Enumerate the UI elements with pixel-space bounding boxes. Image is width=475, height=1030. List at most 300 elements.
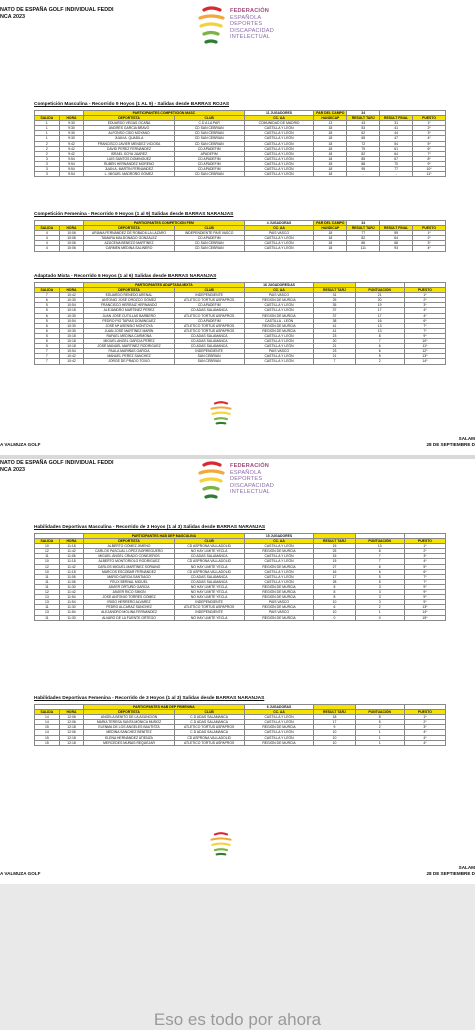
table-cell: CD SAN CEBRIAN: [174, 172, 244, 177]
column-header: DEPORTISTA: [84, 288, 174, 293]
table-cell: 17: [355, 308, 404, 313]
table-cell: RUBÉN HERNÁNDEZ MORENO: [84, 161, 174, 166]
feddi-logo: [196, 4, 306, 58]
table-cell: CD SAN CEBRIAN: [174, 136, 244, 141]
table-cell: 1º: [404, 293, 445, 298]
table-cell: NO HAY LIMITE YECLA: [174, 590, 244, 595]
table-cell: 19: [355, 303, 404, 308]
table-cell: 11: [35, 584, 60, 589]
table-cell: ELENA HERNÁNDEZ ATIENZA: [84, 735, 174, 740]
table-cell: 10:42: [59, 354, 84, 359]
table-cell: 7º: [404, 574, 445, 579]
section-title: Adaptado Mixta - Recorrido 6 Hoyos (1 al 6) Salidas desde BARRAS NARANJAS: [34, 274, 217, 279]
table-cell: CASTILLA Y LEÓN: [244, 161, 314, 166]
table-cell: CD APADEFIM: [174, 303, 244, 308]
table-cell: 1º: [404, 715, 445, 720]
table-cell: AZUCENA BENEZO MARTINEZ: [84, 241, 174, 246]
table-cell: 6: [314, 605, 355, 610]
table-cell: ANDRÉS GARCIA BRAVO: [84, 126, 174, 131]
column-header: CLUB: [174, 226, 244, 231]
table-cell: CASTILLA Y LEÓN: [244, 715, 314, 720]
table-cell: 3: [355, 600, 404, 605]
table-cell: ALFONSO CIDO MOYANO: [84, 131, 174, 136]
column-header: PUNTUACIÓN: [355, 710, 404, 715]
table-cell: 18: [314, 167, 347, 172]
table-cell: 16: [355, 318, 404, 323]
table-cell: 18: [314, 246, 347, 251]
table-cell: CASTILLA Y LEÓN: [244, 574, 314, 579]
table-cell: 9º: [404, 584, 445, 589]
championship-title: NATO DE ESPAÑA GOLF INDIVIDUAL FEDDI NCA 2023: [0, 7, 114, 20]
table-cell: CARLOS PASCUAL LÓPEZ BORREGUERO: [84, 549, 174, 554]
results-table: [34, 533, 446, 621]
footer-city: SALAM: [458, 865, 475, 870]
feddi-mark-icon: [208, 400, 234, 426]
table-cell: 18: [314, 156, 347, 161]
column-header: PUESTO: [404, 710, 445, 715]
table-cell: 6: [35, 298, 60, 303]
table-cell: 41: [314, 328, 355, 333]
table-meta-cell: PARTICIPANTES COMPETICIÓN MASC: [84, 111, 244, 116]
table-cell: CD SAN CEBRIAN: [174, 141, 244, 146]
table-cell: 15: [314, 559, 355, 564]
table-cell: 4: [35, 231, 60, 236]
table-cell: 5: [355, 579, 404, 584]
table-cell: 18: [314, 146, 347, 151]
table-cell: 37: [314, 308, 355, 313]
table-cell: CD SAN CEBRIAN: [174, 246, 244, 251]
table-cell: 21: [314, 354, 355, 359]
column-header: RESULT TARJ: [314, 288, 355, 293]
table-cell: 10º: [404, 339, 445, 344]
document-page-1: [0, 0, 475, 455]
table-cell: 10:06: [59, 231, 84, 236]
logo-line-3: DEPORTES: [230, 21, 263, 28]
table-cell: 10:06: [59, 246, 84, 251]
table-cell: CASTILLA Y LEÓN: [244, 303, 314, 308]
table-cell: 7: [355, 559, 404, 564]
logo-line-5: INTELECTUAL: [230, 489, 271, 496]
table-cell: 12: [35, 564, 60, 569]
table-cell: C.D ADAS SALAMANCA: [174, 715, 244, 720]
table-cell: REGIÓN DE MURCIA: [244, 328, 314, 333]
table-cell: 3: [355, 584, 404, 589]
table-cell: ANTONIO JOSÉ OROZCO GÓMEZ: [84, 298, 174, 303]
table-cell: 21: [355, 293, 404, 298]
table-cell: ATLETICO TORTUS ASPAPROS: [174, 605, 244, 610]
column-header: SALIDA: [35, 539, 60, 544]
logo-line-2: ESPAÑOLA: [230, 469, 262, 476]
column-header: PUNTUACIÓN: [355, 539, 404, 544]
table-cell: ALBERTO MONTORIOLO RODRIGUEZ: [84, 559, 174, 564]
table-cell: 10º: [413, 167, 446, 172]
table-cell: 43: [347, 121, 380, 126]
table-meta-cell: PARTICIPANTES ADAPTADA MIXTA: [84, 283, 244, 288]
feddi-logo-icon: [196, 4, 226, 56]
table-cell: 13: [355, 323, 404, 328]
table-cell: 11:30: [59, 605, 84, 610]
table-cell: 3º: [404, 554, 445, 559]
table-cell: JUAN JOSÉ CUTILLAS BARBERO: [84, 313, 174, 318]
column-header: SALIDA: [35, 226, 60, 231]
table-cell: 11:54: [59, 600, 84, 605]
table-cell: 27: [314, 564, 355, 569]
table-cell: 10:42: [59, 293, 84, 298]
table-cell: 1: [355, 610, 404, 615]
table-cell: 7º: [404, 328, 445, 333]
table-cell: IÑIGO HERRERO ALVAREZ: [84, 600, 174, 605]
table-cell: 9:30: [59, 131, 84, 136]
table-cell: REGIÓN DE MURCIA: [244, 313, 314, 318]
table-cell: CD APADEFIM: [174, 146, 244, 151]
table-cell: MARCOS ESCOBAR FERNANDEZ: [84, 569, 174, 574]
table-meta-cell: 34: [347, 221, 380, 226]
column-header: HORA: [59, 288, 84, 293]
table-cell: INDEPENDIENTE: [174, 600, 244, 605]
column-header: HORA: [59, 116, 84, 121]
table-cell: NO HAY LIMITE YECLA: [174, 549, 244, 554]
table-cell: REGIÓN DE MURCIA: [244, 725, 314, 730]
table-cell: 18: [314, 151, 347, 156]
table-cell: CASTILLA Y LEÓN: [244, 544, 314, 549]
table-cell: 3: [35, 156, 60, 161]
table-cell: 4º: [404, 313, 445, 318]
table-cell: 88: [347, 161, 380, 166]
table-cell: CASTILLA Y LEÓN: [244, 720, 314, 725]
table-cell: 28: [314, 579, 355, 584]
table-cell: 7: [35, 354, 60, 359]
column-header: CC. AA: [244, 710, 314, 715]
table-cell: 9º: [404, 595, 445, 600]
table-cell: ISRAEL GOYA JUAREZ: [84, 151, 174, 156]
column-header: HORA: [59, 539, 84, 544]
column-header: SALIDA: [35, 710, 60, 715]
table-cell: 14º: [404, 610, 445, 615]
table-cell: 17: [314, 720, 355, 725]
table-cell: 7º: [404, 579, 445, 584]
table-cell: 14: [35, 715, 60, 720]
table-cell: 10:06: [59, 236, 84, 241]
table-cell: PEDRO PIO TAPIAS DOMINGUEZ: [84, 318, 174, 323]
table-cell: 7: [314, 359, 355, 364]
table-cell: 10:30: [59, 323, 84, 328]
table-cell: 12:06: [59, 715, 84, 720]
table-cell: 2: [355, 725, 404, 730]
championship-title: NATO DE ESPAÑA GOLF INDIVIDUAL FEDDI NCA 2023: [0, 460, 114, 473]
table-cell: 65: [347, 136, 380, 141]
table-cell: 72: [347, 141, 380, 146]
table-cell: 95: [347, 167, 380, 172]
table-cell: 11º: [404, 344, 445, 349]
table-row: [35, 246, 446, 251]
table-cell: REGIÓN DE MURCIA: [244, 740, 314, 745]
table-cell: 6: [35, 328, 60, 333]
table-cell: JUAN A. QUADILA: [84, 136, 174, 141]
table-cell: CASTILLA Y LEÓN: [244, 136, 314, 141]
table-cell: MEDINA SÁNCHEZ BENÍTEZ: [84, 730, 174, 735]
table-cell: 54: [380, 141, 413, 146]
section-title: Habilidades Deportivas Femenina - Recorrido de 3 Hoyos (1 al 3) Salidas desde BARRAS NARANJAS: [34, 696, 265, 701]
table-cell: 7: [35, 349, 60, 354]
table-cell: CASTILLA Y LEÓN: [244, 730, 314, 735]
table-cell: NO HAY LIMITE YECLA: [174, 584, 244, 589]
logo-line-3: DEPORTES: [230, 476, 263, 483]
table-cell: MIGUEL ANGEL GARCIA PÉREZ: [84, 339, 174, 344]
table-cell: ATLETICO TORTUS ASPAPROS: [174, 725, 244, 730]
table-cell: 10: [314, 735, 355, 740]
table-cell: 18: [314, 231, 347, 236]
table-cell: CASTILLA Y LEÓN: [244, 172, 314, 177]
table-row: [35, 359, 446, 364]
table-cell: 18: [314, 236, 347, 241]
table-cell: 7: [355, 339, 404, 344]
table-cell: 9:54: [59, 156, 84, 161]
table-cell: MERCEDES MUÑAS REQUEJAR: [84, 740, 174, 745]
table-cell: 47: [380, 136, 413, 141]
table-cell: 11: [35, 554, 60, 559]
table-cell: 10:30: [59, 298, 84, 303]
table-cell: CD ADAS SALAMANCA: [174, 333, 244, 338]
table-cell: 2º: [404, 298, 445, 303]
table-cell: CD SAN CEBRIAN: [174, 126, 244, 131]
table-cell: 77: [380, 167, 413, 172]
table-cell: CASTILLA Y LEÓN: [244, 167, 314, 172]
table-cell: 18: [314, 136, 347, 141]
table-cell: CASTILLA Y LEÓN: [244, 308, 314, 313]
table-cell: 15º: [404, 615, 445, 620]
results-table: [34, 704, 446, 746]
table-cell: 82: [347, 151, 380, 156]
results-table: [34, 220, 446, 252]
table-cell: 10:18: [59, 344, 84, 349]
table-cell: 18: [314, 241, 347, 246]
table-cell: CD ASPRONA VALLADOLID: [174, 569, 244, 574]
table-cell: 11: [35, 615, 60, 620]
column-header: CC. AA: [244, 288, 314, 293]
table-cell: 1: [35, 131, 60, 136]
column-header: RESULT FINAL: [380, 226, 413, 231]
table-cell: 7: [35, 293, 60, 298]
table-cell: 67: [380, 156, 413, 161]
table-cell: CASTILLA Y LEÓN: [244, 146, 314, 151]
table-cell: 3º: [404, 725, 445, 730]
table-cell: 44: [380, 131, 413, 136]
footer-date: 28 DE SEPTIEMBRE D: [426, 871, 475, 876]
table-row: [35, 172, 446, 177]
table-cell: 4º: [413, 136, 446, 141]
table-cell: 82: [347, 236, 380, 241]
feddi-logo-icon: [196, 459, 226, 511]
table-meta-cell: PARTICIPANTES HAB DEP FEMENINA: [84, 705, 244, 710]
results-table: [34, 282, 446, 365]
table-cell: NO HAY LIMITE YECLA: [174, 615, 244, 620]
table-cell: ATLETICO TORTUS ASPAPROS: [174, 328, 244, 333]
table-cell: C.D ADAS SALAMANCA: [174, 720, 244, 725]
table-cell: CASTILLA Y LEÓN: [244, 735, 314, 740]
table-cell: RAFAEL MEDINA CARMONA: [84, 333, 174, 338]
table-cell: CASTILLA Y LEÓN: [244, 569, 314, 574]
table-cell: 13º: [404, 354, 445, 359]
table-cell: 14º: [404, 359, 445, 364]
table-row: [35, 615, 446, 620]
table-cell: 0: [314, 615, 355, 620]
section-adaptado-mixta: [34, 274, 446, 365]
table-cell: 9:30: [59, 136, 84, 141]
table-cell: PAIS VASCO: [244, 610, 314, 615]
section-competicion-femenina: [34, 212, 446, 252]
table-cell: 10:54: [59, 349, 84, 354]
table-cell: CD SAN CEBRIAN: [174, 241, 244, 246]
table-cell: 1º: [413, 231, 446, 236]
table-cell: 6: [355, 569, 404, 574]
table-cell: 6º: [413, 146, 446, 151]
table-cell: 15: [314, 544, 355, 549]
table-cell: REGIÓN DE MURCIA: [244, 605, 314, 610]
table-cell: CASTILLA Y LEÓN: [244, 559, 314, 564]
table-cell: MARIA TERESA SANTA MÓNICA MUÑOZ: [84, 720, 174, 725]
column-header: CLUB: [174, 539, 244, 544]
column-header: CLUB: [174, 710, 244, 715]
table-cell: 23: [314, 349, 355, 354]
table-cell: JAVIER RICO SIMON: [84, 590, 174, 595]
table-cell: 70: [380, 161, 413, 166]
table-cell: INDEPENDIENTE: [174, 610, 244, 615]
footer-venue: A VALMUZA GOLF: [0, 871, 41, 876]
table-cell: REGIÓN DE MURCIA: [244, 584, 314, 589]
table-cell: PAIS VASCO: [244, 293, 314, 298]
table-cell: 11: [35, 574, 60, 579]
table-cell: 9º: [413, 161, 446, 166]
table-cell: 12:18: [59, 725, 84, 730]
column-header: CC. AA: [244, 539, 314, 544]
table-cell: CD ASPRONA VALLADOLID: [174, 544, 244, 549]
table-cell: 12:18: [59, 740, 84, 745]
table-cell: CD APADEFIM: [174, 318, 244, 323]
table-cell: CD ASPRONA VALLADOLID: [174, 735, 244, 740]
table-cell: ELENMA DE LOS ÁNGELES BAUTISTA: [84, 725, 174, 730]
table-cell: SAN CEBRIAN: [174, 359, 244, 364]
table-cell: 9º: [404, 600, 445, 605]
table-cell: 9:42: [59, 146, 84, 151]
column-header: CLUB: [174, 288, 244, 293]
table-cell: 5: [35, 308, 60, 313]
table-cell: 3º: [413, 241, 446, 246]
table-cell: REGIÓN DE MURCIA: [244, 615, 314, 620]
table-cell: JORGE DE PRADO TOXIO: [84, 359, 174, 364]
table-cell: CD ASPRONA VALLADOLID: [174, 559, 244, 564]
table-cell: 4: [35, 236, 60, 241]
table-cell: JAVIER ORTUÑO GARCIA: [84, 584, 174, 589]
table-cell: 8: [355, 715, 404, 720]
table-cell: 7: [355, 554, 404, 559]
table-cell: TAMARA MALDONADO GONZÁLEZ: [84, 236, 174, 241]
column-header: RESULT FINAL: [380, 116, 413, 121]
table-cell: 18: [314, 126, 347, 131]
table-cell: 9:54: [59, 172, 84, 177]
table-cell: 6: [35, 313, 60, 318]
table-cell: 6: [35, 323, 60, 328]
table-cell: 4º: [404, 559, 445, 564]
table-cell: 3: [355, 590, 404, 595]
table-cell: REGIÓN DE MURCIA: [244, 323, 314, 328]
table-cell: 5: [35, 303, 60, 308]
table-cell: 10: [314, 740, 355, 745]
table-cell: 5: [355, 354, 404, 359]
table-cell: CASTILLA Y LEÓN: [244, 344, 314, 349]
table-cell: 23: [314, 333, 355, 338]
table-cell: 9: [314, 725, 355, 730]
section-habilidades-masculina: [34, 525, 446, 621]
table-cell: 10:54: [59, 318, 84, 323]
table-cell: ALVARO DE LA FUENTE ORTEGO: [84, 615, 174, 620]
table-cell: JOSE ANTONIO TORRES GÓMEZ: [84, 595, 174, 600]
table-cell: 15: [35, 735, 60, 740]
table-cell: 17: [314, 574, 355, 579]
document-page-2: [0, 459, 475, 884]
table-cell: 59: [380, 231, 413, 236]
column-header: DEPORTISTA: [84, 116, 174, 121]
table-cell: 4º: [413, 246, 446, 251]
table-cell: JOSÉ MANUEL MARTINEZ RODRIGUEZ: [84, 344, 174, 349]
table-cell: 4º: [404, 735, 445, 740]
table-cell: 77: [347, 231, 380, 236]
table-cell: 14: [35, 720, 60, 725]
table-cell: 10:42: [59, 359, 84, 364]
table-cell: 10:06: [59, 241, 84, 246]
table-cell: ATLETICO TORTUS ASPAPROS: [174, 313, 244, 318]
table-cell: REGIÓN DE MURCIA: [244, 590, 314, 595]
table-cell: 1: [355, 735, 404, 740]
table-cell: 13: [355, 544, 404, 549]
table-cell: 20: [355, 298, 404, 303]
table-cell: 7º: [413, 151, 446, 156]
table-cell: 9º: [404, 333, 445, 338]
table-cell: 10:18: [59, 333, 84, 338]
table-meta-cell: PAR DEL CAMPO: [314, 221, 347, 226]
table-cell: CASTILLA Y LEÓN: [244, 333, 314, 338]
table-cell: 5: [35, 333, 60, 338]
table-cell: SAN CEBRIAN: [174, 354, 244, 359]
table-cell: 6º: [404, 569, 445, 574]
table-cell: 85: [347, 156, 380, 161]
table-cell: PAIS VASCO: [244, 600, 314, 605]
table-cell: CARLOS MIGUEL MARTÍNEZ SORIANO: [84, 564, 174, 569]
feddi-logo: [196, 459, 306, 513]
table-cell: NO HAY LIMITE YECLA: [174, 564, 244, 569]
table-cell: 10:30: [59, 313, 84, 318]
logo-line-5: INTELECTUAL: [230, 34, 271, 41]
table-cell: 15: [35, 740, 60, 745]
column-header: CC. AA: [244, 116, 314, 121]
table-cell: 11:42: [59, 590, 84, 595]
table-cell: REGIÓN DE MURCIA: [244, 595, 314, 600]
table-cell: 1º: [413, 121, 446, 126]
table-cell: CASTILLA Y LEÓN: [244, 241, 314, 246]
table-cell: 4º: [404, 308, 445, 313]
table-cell: CARMEN MEDINA SALINERO: [84, 246, 174, 251]
table-cell: 20: [314, 339, 355, 344]
table-cell: 10: [35, 569, 60, 574]
column-header: PUESTO: [404, 288, 445, 293]
table-cell: PEDRO ALCARAZ SÁNCHEZ: [84, 605, 174, 610]
column-header: RESULT TARJ: [347, 116, 380, 121]
end-of-content-message: Eso es todo por ahora: [153, 1010, 322, 1029]
table-cell: 1: [35, 136, 60, 141]
table-cell: CASTILLA Y LEÓN: [244, 131, 314, 136]
table-cell: 4: [35, 241, 60, 246]
section-title: Competición Femenina - Recorrido 9 Hoyos (1 al 9) Salidas desde BARRAS NARANJAS: [34, 212, 234, 217]
table-cell: LUIS SANTOS DOMINGUEZ: [84, 156, 174, 161]
